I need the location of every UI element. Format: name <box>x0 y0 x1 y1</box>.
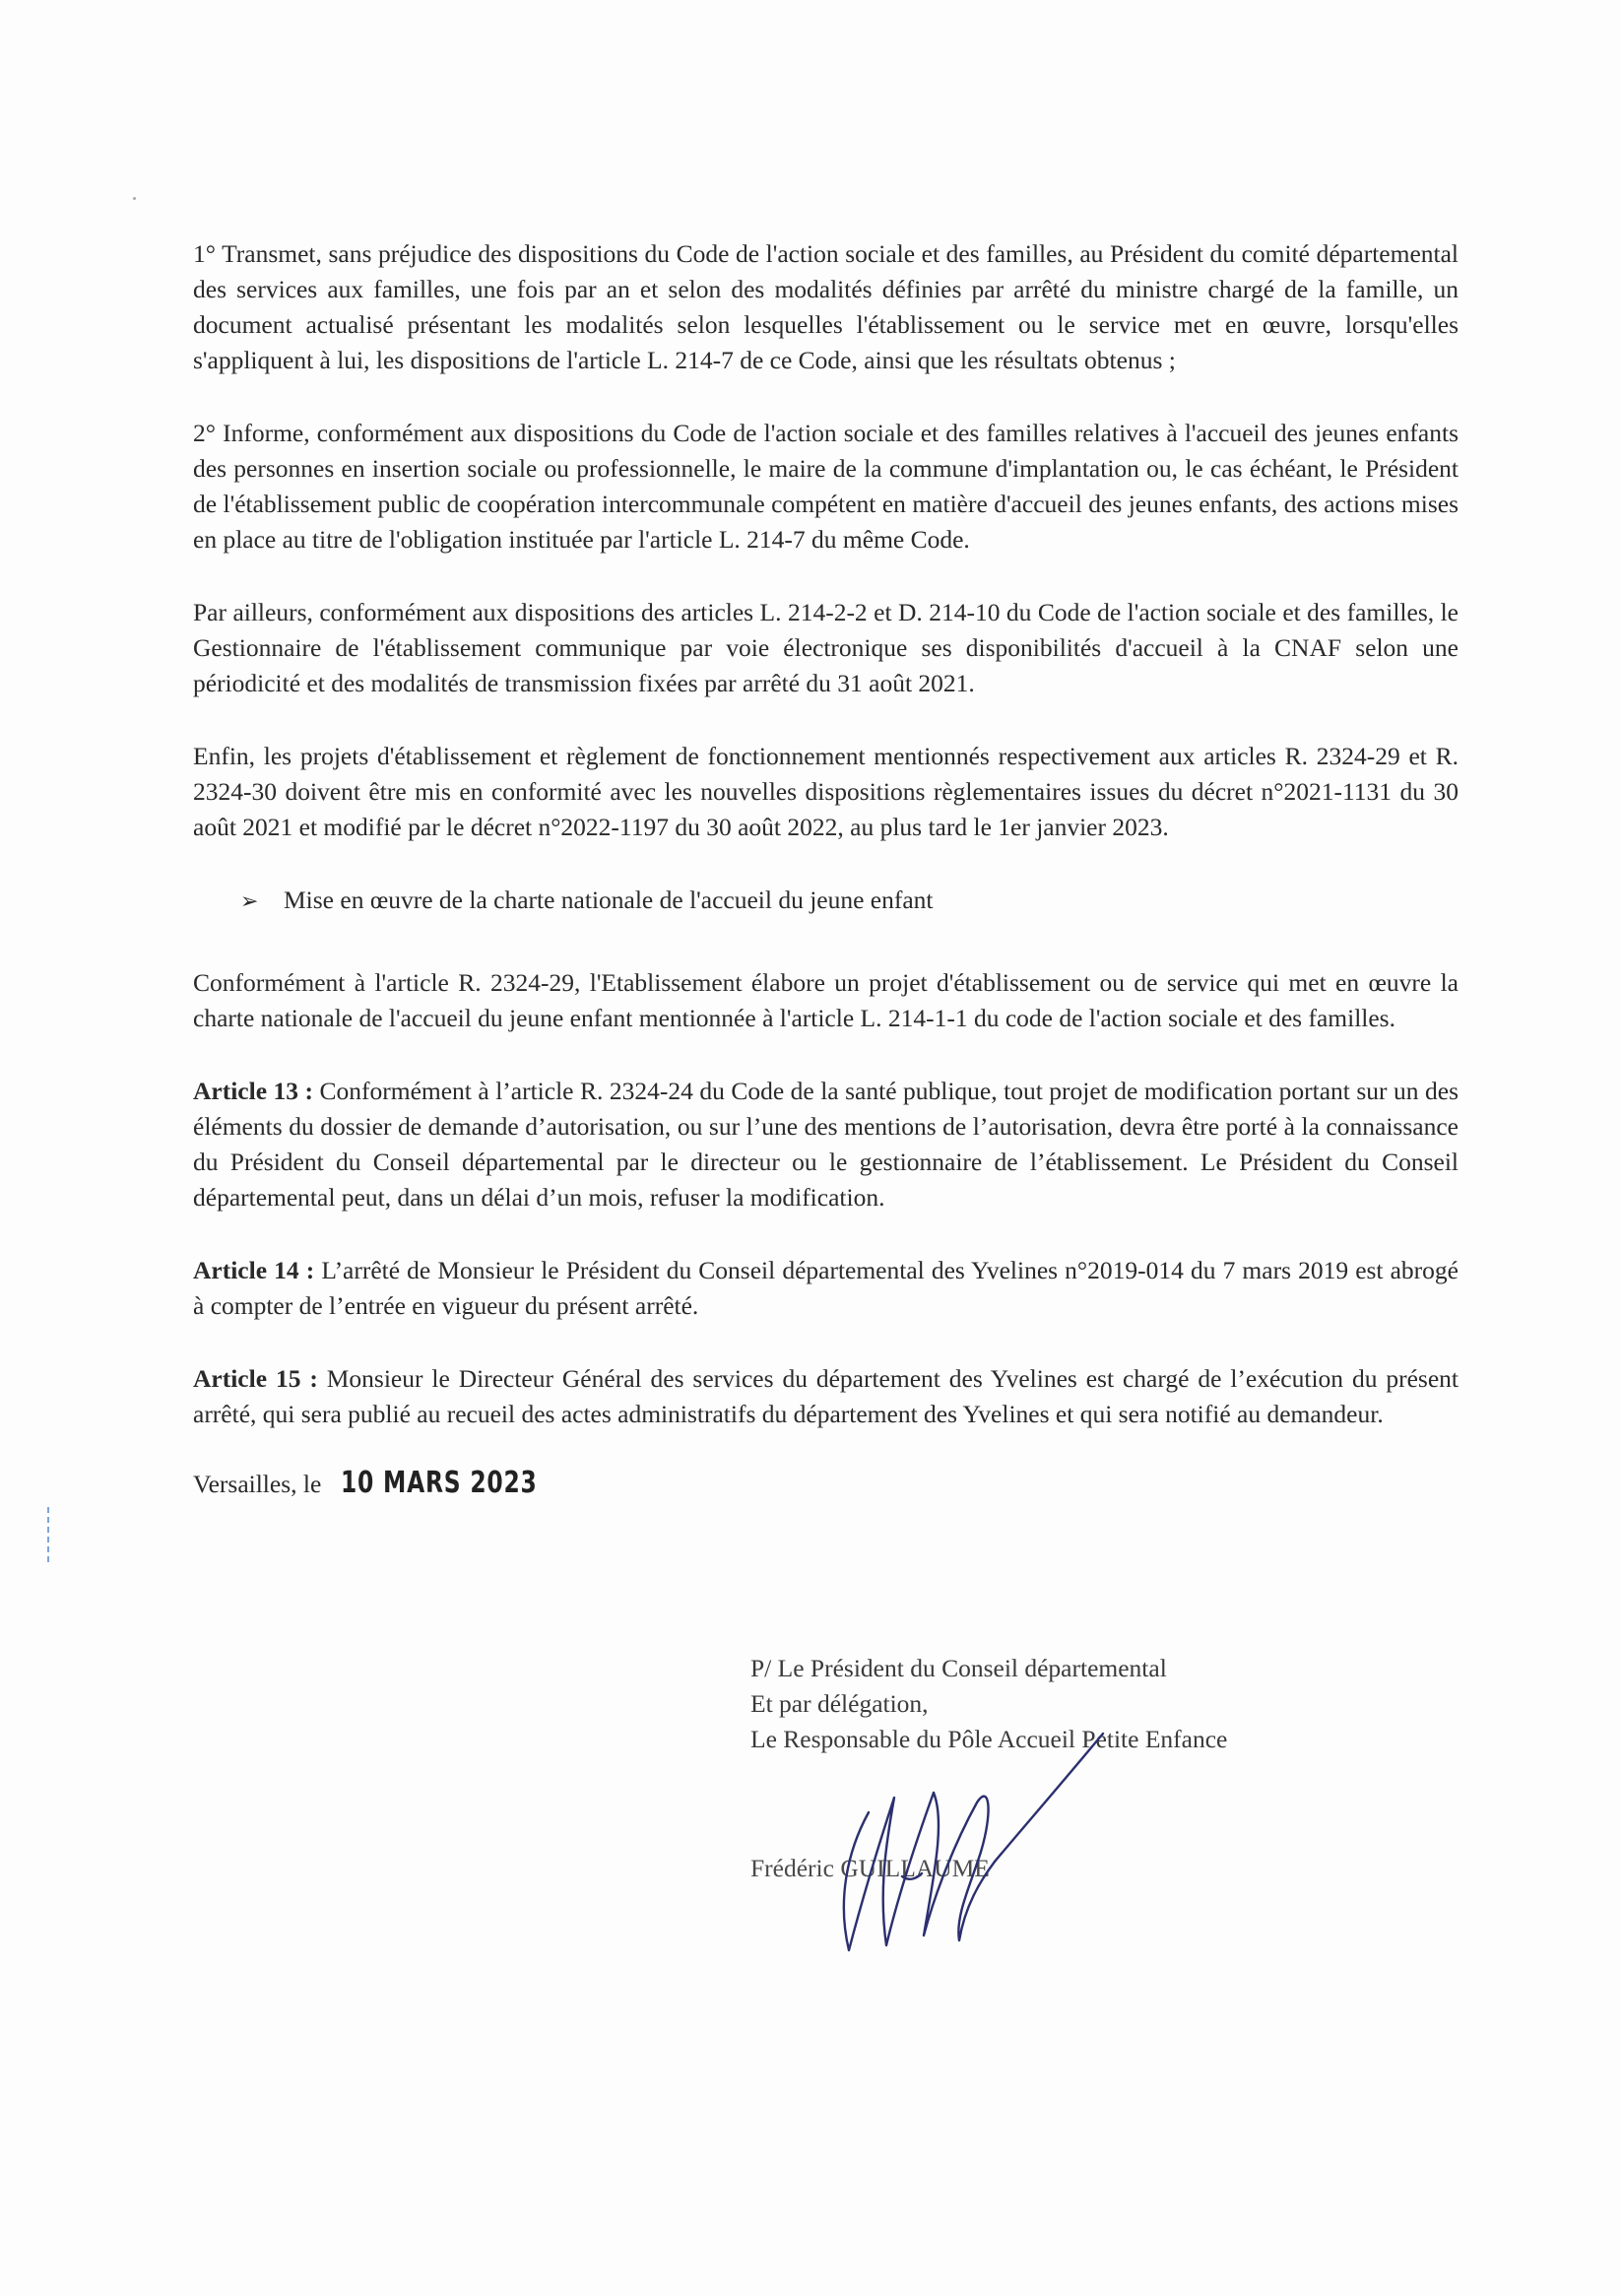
date-stamp: 10 MARS 2023 <box>341 1466 538 1500</box>
arrow-bullet-icon: ➢ <box>240 889 259 914</box>
paragraph-informe: 2° Informe, conformément aux dispositions du Code de l'action sociale et des familles relatives à l'accueil des jeunes enfants des personnes en insertion sociale ou professionnelle, le maire de la commune d'implantation ou, le cas échéant, le Président de l'établissement public de coopération intercommunale compétent en matière d'accueil des jeunes enfants, des actions mises en place au titre de l'obligation instituée par l'article L. 214-7 du même Code. <box>193 419 1459 554</box>
paragraph-charte: Conformément à l'article R. 2324-29, l'Etablissement élabore un projet d'établissement ou de service qui met en œuvre la charte nationale de l'accueil du jeune enfant mentionnée à l'article L. 214-1-1 du code de l'action sociale et des familles. <box>193 968 1459 1032</box>
article-15-text: Monsieur le Directeur Général des services du département des Yvelines est chargé de l’exécution du présent arrêté, qui sera publié au recueil des actes administratifs du département des Yvelines et qui sera notifié au demandeur. <box>193 1364 1459 1428</box>
signature-line-1: P/ Le Président du Conseil départemental <box>750 1654 1167 1682</box>
article-15-label: Article 15 : <box>193 1364 318 1393</box>
article-13-label: Article 13 : <box>193 1077 314 1105</box>
bullet-heading <box>193 883 1459 920</box>
article-15 <box>193 1361 1459 1432</box>
paragraph-par-ailleurs: Par ailleurs, conformément aux dispositions des articles L. 214-2-2 et D. 214-10 du Code de l'action sociale et des familles, le Gestionnaire de l'établissement communique par voie électronique ses disponibilités d'accueil à la CNAF selon une périodicité et des modalités de transmission fixées par arrêté du 31 août 2021. <box>193 598 1459 697</box>
signature-line-3: Le Responsable du Pôle Accueil Petite Enfance <box>750 1725 1228 1753</box>
signer-name: Frédéric GUILLAUME <box>750 1854 990 1882</box>
margin-mark <box>47 1507 49 1562</box>
handwritten-signature <box>808 1704 1142 1960</box>
document-body <box>193 236 1459 1502</box>
signature-line-2: Et par délégation, <box>750 1689 929 1718</box>
paragraph-transmet: 1° Transmet, sans préjudice des dispositions du Code de l'action sociale et des familles, au Président du comité départemental des services aux familles, une fois par an et selon des modalités définies par arrêté du ministre chargé de la famille, un document actualisé présentant les modalités selon lesquelles l'établissement ou le service met en œuvre, lorsqu'elles s'appliquent à lui, les dispositions de l'article L. 214-7 de ce Code, ainsi que les résultats obtenus ; <box>193 239 1459 374</box>
article-14-label: Article 14 : <box>193 1256 315 1284</box>
bullet-heading-text: Mise en œuvre de la charte nationale de l'accueil du jeune enfant <box>284 886 934 914</box>
scan-speck <box>133 197 136 200</box>
article-14-text: L’arrêté de Monsieur le Président du Conseil départemental des Yvelines n°2019-014 du 7 mars 2019 est abrogé à compter de l’entrée en vigueur du présent arrêté. <box>193 1256 1459 1320</box>
article-13 <box>193 1074 1459 1215</box>
date-prefix: Versailles, le <box>193 1470 322 1498</box>
date-line <box>193 1466 1459 1502</box>
article-14 <box>193 1253 1459 1324</box>
paragraph-enfin: Enfin, les projets d'établissement et règlement de fonctionnement mentionnés respectivement aux articles R. 2324-29 et R. 2324-30 doivent être mis en conformité avec les nouvelles dispositions règlementaires issues du décret n°2021-1131 du 30 août 2021 et modifié par le décret n°2022-1197 du 30 août 2022, au plus tard le 1er janvier 2023. <box>193 742 1459 841</box>
article-13-text: Conformément à l’article R. 2324-24 du Code de la santé publique, tout projet de modification portant sur un des éléments du dossier de demande d’autorisation, ou sur l’une des mentions de l’autorisation, devra être porté à la connaissance du Président du Conseil départemental par le directeur ou le gestionnaire de l’établissement. Le Président du Conseil départemental peut, dans un délai d’un mois, refuser la modification. <box>193 1077 1459 1212</box>
